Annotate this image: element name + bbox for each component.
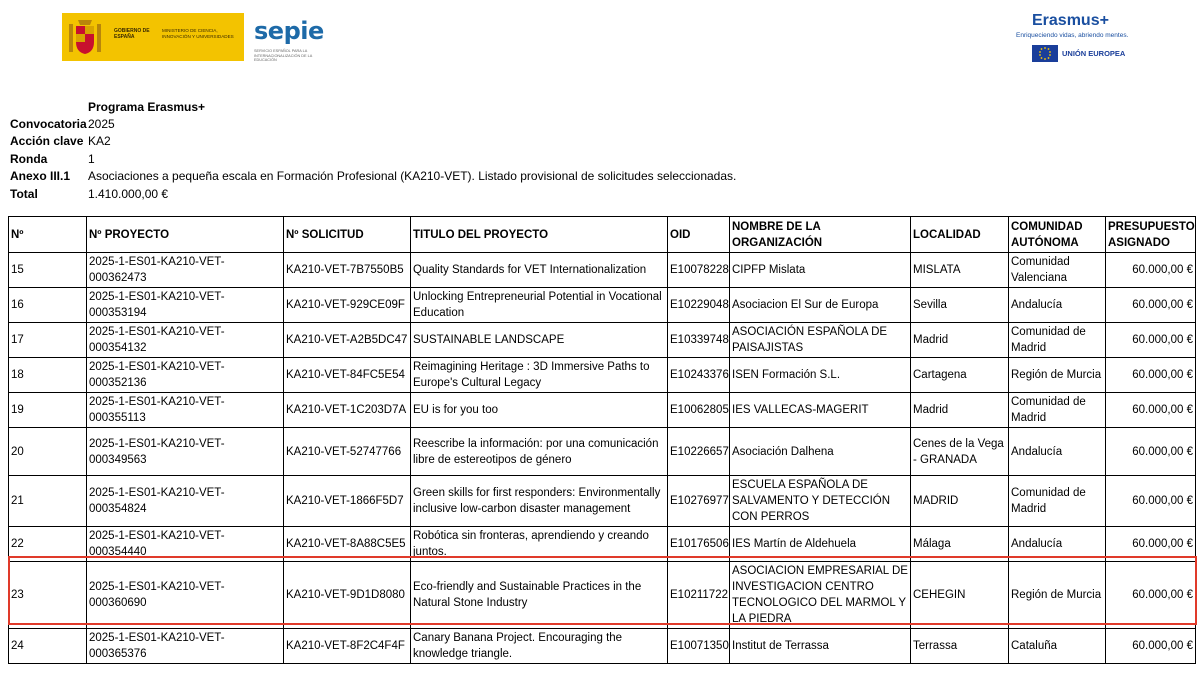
- organization-cell: ISEN Formación S.L.: [730, 358, 911, 393]
- column-header: NOMBRE DE LA ORGANIZACIÓN: [730, 217, 911, 253]
- title-cell: Reimagining Heritage : 3D Immersive Paths to Europe's Cultural Legacy: [411, 358, 668, 393]
- num-cell: 24: [9, 629, 87, 664]
- organization-cell: IES Martín de Aldehuela: [730, 527, 911, 562]
- community-cell: Andalucía: [1009, 527, 1106, 562]
- column-header: TITULO DEL PROYECTO: [411, 217, 668, 253]
- column-header: OID: [668, 217, 730, 253]
- community-cell: Región de Murcia: [1009, 562, 1106, 629]
- column-header: PRESUPUESTO ASIGNADO: [1106, 217, 1196, 253]
- info-row-ronda: [10, 150, 736, 167]
- info-key: Anexo III.1: [10, 169, 71, 184]
- selected-applications-table: [8, 216, 1196, 664]
- gobierno-logo: [62, 13, 244, 61]
- eu-label: UNIÓN EUROPEA: [1062, 49, 1126, 58]
- locality-cell: Madrid: [911, 393, 1009, 428]
- info-value: KA2: [88, 134, 111, 149]
- locality-cell: CEHEGIN: [911, 562, 1009, 629]
- community-cell: Región de Murcia: [1009, 358, 1106, 393]
- application-number-cell: KA210-VET-1C203D7A: [284, 393, 411, 428]
- community-cell: Andalucía: [1009, 428, 1106, 476]
- table-row: [9, 428, 1196, 476]
- project-number-cell: 2025-1-ES01-KA210-VET-000354824: [87, 476, 284, 527]
- table-row: [9, 393, 1196, 428]
- table-row: [9, 527, 1196, 562]
- budget-cell: 60.000,00 €: [1106, 358, 1196, 393]
- oid-cell: E10078228: [668, 253, 730, 288]
- title-cell: EU is for you too: [411, 393, 668, 428]
- num-cell: 20: [9, 428, 87, 476]
- organization-cell: ASOCIACIÓN ESPAÑOLA DE PAISAJISTAS: [730, 323, 911, 358]
- budget-cell: 60.000,00 €: [1106, 393, 1196, 428]
- title-cell: SUSTAINABLE LANDSCAPE: [411, 323, 668, 358]
- column-header: LOCALIDAD: [911, 217, 1009, 253]
- oid-cell: E10229048: [668, 288, 730, 323]
- table-row: [9, 629, 1196, 664]
- organization-cell: Asociacion El Sur de Europa: [730, 288, 911, 323]
- application-number-cell: KA210-VET-1866F5D7: [284, 476, 411, 527]
- num-cell: 23: [9, 562, 87, 629]
- call-info: [10, 98, 736, 202]
- budget-cell: 60.000,00 €: [1106, 629, 1196, 664]
- budget-cell: 60.000,00 €: [1106, 562, 1196, 629]
- info-row-total: [10, 185, 736, 202]
- organization-cell: Asociación Dalhena: [730, 428, 911, 476]
- locality-cell: Málaga: [911, 527, 1009, 562]
- oid-cell: E10176506: [668, 527, 730, 562]
- erasmus-tagline: Enriqueciendo vidas, abriendo mentes.: [1016, 32, 1129, 39]
- info-key: Convocatoria: [10, 117, 87, 132]
- oid-cell: E10071350: [668, 629, 730, 664]
- title-cell: Green skills for first responders: Environmentally inclusive low-carbon disaster management: [411, 476, 668, 527]
- title-cell: Unlocking Entrepreneurial Potential in Vocational Education: [411, 288, 668, 323]
- locality-cell: MISLATA: [911, 253, 1009, 288]
- budget-cell: 60.000,00 €: [1106, 527, 1196, 562]
- programa-label: Programa Erasmus+: [88, 99, 206, 114]
- sepie-logo: [244, 13, 326, 61]
- programa-row: [10, 98, 736, 115]
- eu-flag-icon: [1032, 45, 1058, 62]
- application-number-cell: KA210-VET-52747766: [284, 428, 411, 476]
- title-cell: Canary Banana Project. Encouraging the knowledge triangle.: [411, 629, 668, 664]
- application-number-cell: KA210-VET-7B7550B5: [284, 253, 411, 288]
- oid-cell: E10226657: [668, 428, 730, 476]
- coat-of-arms-icon: [67, 18, 103, 56]
- community-cell: Comunidad de Madrid: [1009, 323, 1106, 358]
- application-number-cell: KA210-VET-929CE09F: [284, 288, 411, 323]
- num-cell: 19: [9, 393, 87, 428]
- budget-cell: 60.000,00 €: [1106, 253, 1196, 288]
- project-number-cell: 2025-1-ES01-KA210-VET-000353194: [87, 288, 284, 323]
- table-header-row: [9, 217, 1196, 253]
- community-cell: Comunidad de Madrid: [1009, 393, 1106, 428]
- project-number-cell: 2025-1-ES01-KA210-VET-000362473: [87, 253, 284, 288]
- project-number-cell: 2025-1-ES01-KA210-VET-000360690: [87, 562, 284, 629]
- info-key: Acción clave: [10, 134, 84, 149]
- table-row: [9, 358, 1196, 393]
- title-cell: Reescribe la información: por una comunicación libre de estereotipos de género: [411, 428, 668, 476]
- application-number-cell: KA210-VET-9D1D8080: [284, 562, 411, 629]
- title-cell: Eco-friendly and Sustainable Practices in the Natural Stone Industry: [411, 562, 668, 629]
- application-number-cell: KA210-VET-8F2C4F4F: [284, 629, 411, 664]
- num-cell: 16: [9, 288, 87, 323]
- locality-cell: Sevilla: [911, 288, 1009, 323]
- num-cell: 21: [9, 476, 87, 527]
- community-cell: Cataluña: [1009, 629, 1106, 664]
- organization-cell: Institut de Terrassa: [730, 629, 911, 664]
- organization-cell: IES VALLECAS-MAGERIT: [730, 393, 911, 428]
- government-logos: [62, 13, 326, 61]
- oid-cell: E10211722: [668, 562, 730, 629]
- project-number-cell: 2025-1-ES01-KA210-VET-000365376: [87, 629, 284, 664]
- info-key: Total: [10, 186, 38, 201]
- oid-cell: E10243376: [668, 358, 730, 393]
- table-body: [9, 253, 1196, 664]
- locality-cell: MADRID: [911, 476, 1009, 527]
- sepie-subtitle: SERVICIO ESPAÑOL PARA LA INTERNACIONALIZACIÓN DE LA EDUCACIÓN: [254, 49, 313, 63]
- table-row: [9, 253, 1196, 288]
- table-row: [9, 323, 1196, 358]
- community-cell: Andalucía: [1009, 288, 1106, 323]
- info-key: Ronda: [10, 151, 48, 166]
- project-number-cell: 2025-1-ES01-KA210-VET-000354440: [87, 527, 284, 562]
- column-header: Nº SOLICITUD: [284, 217, 411, 253]
- project-number-cell: 2025-1-ES01-KA210-VET-000349563: [87, 428, 284, 476]
- oid-cell: E10276977: [668, 476, 730, 527]
- info-value: 1: [88, 151, 95, 166]
- table-row: [9, 562, 1196, 629]
- project-number-cell: 2025-1-ES01-KA210-VET-000355113: [87, 393, 284, 428]
- gobierno-text: GOBIERNO DE ESPAÑA: [114, 28, 150, 40]
- budget-cell: 60.000,00 €: [1106, 428, 1196, 476]
- info-row-convocatoria: [10, 115, 736, 132]
- community-cell: Comunidad Valenciana: [1009, 253, 1106, 288]
- application-number-cell: KA210-VET-84FC5E54: [284, 358, 411, 393]
- ministerio-text: MINISTERIO DE CIENCIA, INNOVACIÓN Y UNIVERSIDADES: [162, 28, 234, 39]
- budget-cell: 60.000,00 €: [1106, 288, 1196, 323]
- locality-cell: Cenes de la Vega - GRANADA: [911, 428, 1009, 476]
- locality-cell: Cartagena: [911, 358, 1009, 393]
- table-row: [9, 288, 1196, 323]
- organization-cell: ASOCIACION EMPRESARIAL DE INVESTIGACION CENTRO TECNOLOGICO DEL MARMOL Y LA PIEDRA: [730, 562, 911, 629]
- num-cell: 18: [9, 358, 87, 393]
- column-header: COMUNIDAD AUTÓNOMA: [1009, 217, 1106, 253]
- info-value: 2025: [88, 117, 115, 132]
- community-cell: Comunidad de Madrid: [1009, 476, 1106, 527]
- organization-cell: CIPFP Mislata: [730, 253, 911, 288]
- project-number-cell: 2025-1-ES01-KA210-VET-000352136: [87, 358, 284, 393]
- budget-cell: 60.000,00 €: [1106, 476, 1196, 527]
- erasmus-title: Erasmus+: [1032, 12, 1109, 29]
- budget-cell: 60.000,00 €: [1106, 323, 1196, 358]
- info-value: Asociaciones a pequeña escala en Formación Profesional (KA210-VET). Listado provisional de solicitudes seleccionadas.: [88, 169, 737, 184]
- application-number-cell: KA210-VET-8A88C5E5: [284, 527, 411, 562]
- info-value: 1.410.000,00 €: [88, 186, 169, 201]
- oid-cell: E10062805: [668, 393, 730, 428]
- oid-cell: E10339748: [668, 323, 730, 358]
- num-cell: 15: [9, 253, 87, 288]
- num-cell: 22: [9, 527, 87, 562]
- column-header: Nº: [9, 217, 87, 253]
- application-number-cell: KA210-VET-A2B5DC47: [284, 323, 411, 358]
- title-cell: Robótica sin fronteras, aprendiendo y creando juntos.: [411, 527, 668, 562]
- info-row-accion-clave: [10, 133, 736, 150]
- column-header: Nº PROYECTO: [87, 217, 284, 253]
- table-row: [9, 476, 1196, 527]
- info-row-anexo: [10, 168, 736, 185]
- erasmus-logo: [1010, 12, 1150, 67]
- num-cell: 17: [9, 323, 87, 358]
- title-cell: Quality Standards for VET Internationalization: [411, 253, 668, 288]
- locality-cell: Madrid: [911, 323, 1009, 358]
- locality-cell: Terrassa: [911, 629, 1009, 664]
- organization-cell: ESCUELA ESPAÑOLA DE SALVAMENTO Y DETECCIÓN CON PERROS: [730, 476, 911, 527]
- sepie-wordmark: sepie: [254, 17, 324, 45]
- project-number-cell: 2025-1-ES01-KA210-VET-000354132: [87, 323, 284, 358]
